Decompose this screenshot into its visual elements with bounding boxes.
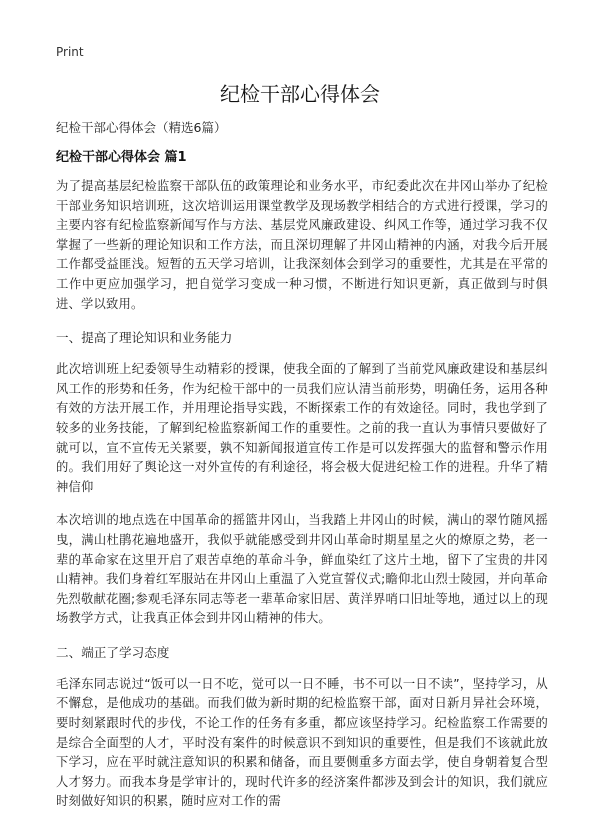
intro-paragraph: 为了提高基层纪检监察干部队伍的政策理论和业务水平，市纪委此次在井冈山举办了纪检干部业务知识培训班，这次培训运用课堂教学及现场教学相结合的方式进行授课，学习的主要内容有纪检监察新闻写作与方法、基层党风廉政建设、纠风工作等，通过学习我不仅掌握了一些新的理论知识和工作方法，而且深切理解了井冈山精神的内涵，对我今后开展工作都受益匪浅。短暂的五天学习培训，让我深刻体会到学习的重要性，尤其是在平常的工作中更应加强学习，把自觉学习变成一种习惯，不断进行知识更新，真正做到与时俱进、学以致用。 xyxy=(56,179,548,311)
section-2-paragraph-1: 毛泽东同志说过“饭可以一日不吃，觉可以一日不睡，书不可以一日不读”，坚持学习，从不懈怠，是他成功的基础。而我们做为新时期的纪检监察干部，面对日新月异社会环境，要时刻紧跟时代的步伐，不论工作的任务有多重，都应该坚持学习。纪检监察工作需要的是综合全面型的人才，平时没有案件的时候意识不到知识的重要性，但是我们不该就此放下学习，应在平时就注意知识的积累和储备，而且要侧重多方面去学，使自身朝着复合型人才努力。而我本身是学审计的，现时代许多的经济案件都涉及到会计的知识，我们就应时刻做好知识的积累，随时应对工作的需 xyxy=(56,676,548,809)
section-1-paragraph-2: 本次培训的地点选在中国革命的摇篮井冈山，当我踏上井冈山的时候，满山的翠竹随风摇曳，满山杜鹃花遍地盛开，我似乎就能感受到井冈山革命时期星星之火的燎原之势，老一辈的革命家在这里开启了艰苦卓绝的革命斗争，鲜血染红了这片土地，留下了宝贵的井冈山精神。我们身着红军服站在井冈山上重温了入党宣誓仪式;瞻仰北山烈士陵园，并向革命先烈敬献花圈;参观毛泽东同志等老一辈革命家旧居、黄洋界哨口旧址等地，通过以上的现场教学方式，让我真正体会到井冈山精神的伟大。 xyxy=(56,513,548,626)
document-title: 纪检干部心得体会 xyxy=(220,82,380,106)
article-heading: 纪检干部心得体会 篇1 xyxy=(56,150,187,165)
section-1-paragraph-1: 此次培训班上纪委领导生动精彩的授课，使我全面的了解到了当前党风廉政建设和基层纠风工作的形势和任务，作为纪检干部中的一员我们应认清当前形势，明确任务，运用各种有效的方法开展工作，并用理论指导实践，不断探索工作的有效途径。同时，我也学到了较多的业务技能，了解到纪检监察新闻工作的重要性。之前的我一直认为事情只要做好了就可以，宣不宣传无关紧要，孰不知新闻报道宣传工作是可以发挥强大的监督和警示作用的。我们用好了舆论这一对外宣传的有利途径，将会极大促进纪检工作的进程。升华了精神信仰 xyxy=(56,362,548,494)
document-subtitle: 纪检干部心得体会（精选6篇） xyxy=(56,120,227,135)
section-1-title: 一、提高了理论知识和业务能力 xyxy=(56,330,233,346)
article-body xyxy=(56,148,548,826)
section-2-title: 二、端正了学习态度 xyxy=(56,644,170,660)
print-link[interactable]: Print xyxy=(56,45,84,59)
